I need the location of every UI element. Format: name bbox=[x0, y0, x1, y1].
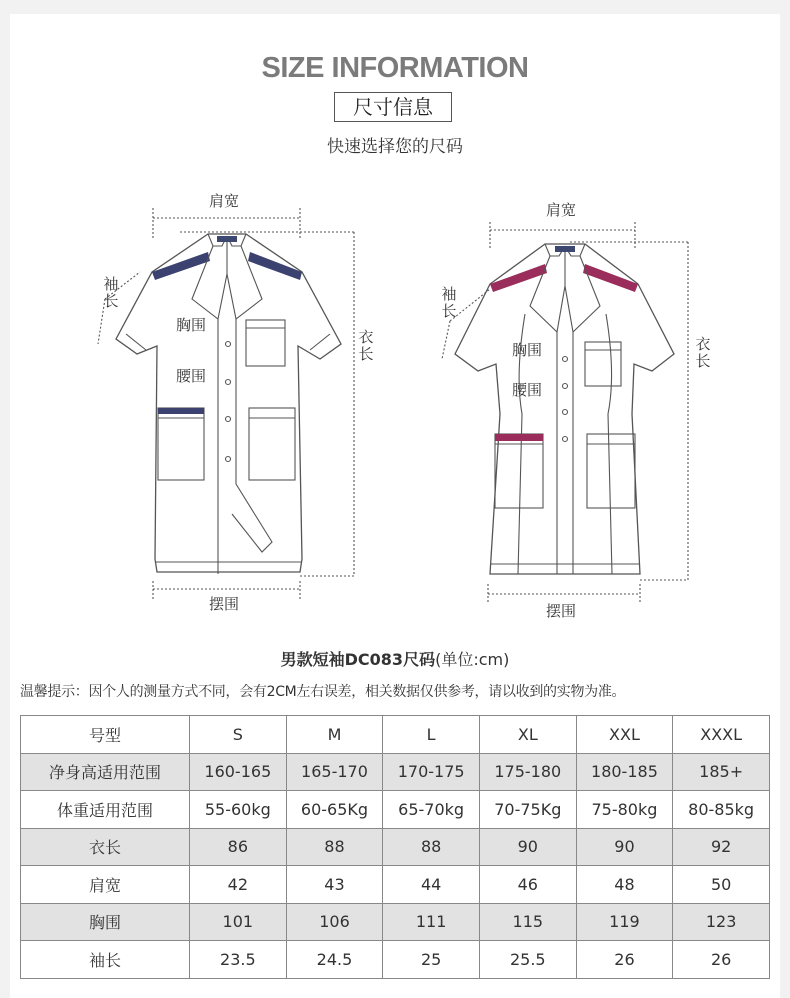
table-cell: 185+ bbox=[673, 753, 770, 791]
table-cell: 90 bbox=[576, 828, 673, 866]
women-shoulder-label: 肩宽 bbox=[546, 201, 577, 219]
men-shoulder-label: 肩宽 bbox=[209, 192, 240, 210]
men-coat-drawing bbox=[98, 208, 354, 599]
women-chest-label: 胸围 bbox=[512, 341, 543, 359]
table-cell: 48 bbox=[576, 866, 673, 904]
men-sleeve-label: 袖长 bbox=[103, 275, 119, 310]
size-header-cell: XL bbox=[479, 716, 576, 754]
table-cell: 106 bbox=[286, 903, 383, 941]
table-cell: 75-80kg bbox=[576, 791, 673, 829]
size-header-cell: XXL bbox=[576, 716, 673, 754]
table-cell: 111 bbox=[383, 903, 480, 941]
table-cell: 25 bbox=[383, 941, 480, 979]
table-cell: 23.5 bbox=[190, 941, 287, 979]
table-cell: 43 bbox=[286, 866, 383, 904]
header-label-cell: 号型 bbox=[21, 716, 190, 754]
table-row bbox=[21, 753, 770, 791]
row-label-cell: 胸围 bbox=[21, 903, 190, 941]
table-cell: 60-65Kg bbox=[286, 791, 383, 829]
measurement-tip: 温馨提示：因个人的测量方式不同，会有2CM左右误差，相关数据仅供参考，请以收到的实物为准。 bbox=[20, 684, 626, 700]
row-label-cell: 衣长 bbox=[21, 828, 190, 866]
women-length-label: 衣长 bbox=[695, 335, 711, 370]
size-table bbox=[20, 715, 770, 979]
table-cell: 24.5 bbox=[286, 941, 383, 979]
table-cell: 180-185 bbox=[576, 753, 673, 791]
men-length-label: 衣长 bbox=[358, 328, 374, 363]
table-header-row bbox=[21, 716, 770, 754]
table-cell: 92 bbox=[673, 828, 770, 866]
table-cell: 25.5 bbox=[479, 941, 576, 979]
table-cell: 88 bbox=[286, 828, 383, 866]
size-header-cell: S bbox=[190, 716, 287, 754]
table-cell: 86 bbox=[190, 828, 287, 866]
size-header-cell: XXXL bbox=[673, 716, 770, 754]
table-row bbox=[21, 903, 770, 941]
subtitle: 快速选择您的尺码 bbox=[327, 137, 463, 157]
table-cell: 165-170 bbox=[286, 753, 383, 791]
women-coat-drawing bbox=[442, 222, 688, 604]
size-info-card bbox=[10, 14, 780, 998]
table-cell: 80-85kg bbox=[673, 791, 770, 829]
garment-diagram bbox=[10, 14, 780, 634]
table-row bbox=[21, 828, 770, 866]
row-label-cell: 体重适用范围 bbox=[21, 791, 190, 829]
table-cell: 160-165 bbox=[190, 753, 287, 791]
table-row bbox=[21, 941, 770, 979]
men-hem-label: 摆围 bbox=[209, 595, 240, 613]
table-cell: 26 bbox=[673, 941, 770, 979]
size-chart-name: 男款短袖DC083尺码 bbox=[280, 650, 436, 669]
size-chart-unit: (单位:cm) bbox=[435, 650, 510, 669]
table-row bbox=[21, 866, 770, 904]
title-chinese: 尺寸信息 bbox=[334, 92, 452, 122]
row-label-cell: 袖长 bbox=[21, 941, 190, 979]
row-label-cell: 肩宽 bbox=[21, 866, 190, 904]
table-cell: 175-180 bbox=[479, 753, 576, 791]
row-label-cell: 净身高适用范围 bbox=[21, 753, 190, 791]
table-cell: 101 bbox=[190, 903, 287, 941]
size-chart-title bbox=[10, 647, 780, 670]
table-cell: 170-175 bbox=[383, 753, 480, 791]
table-cell: 42 bbox=[190, 866, 287, 904]
table-cell: 88 bbox=[383, 828, 480, 866]
women-waist-label: 腰围 bbox=[512, 381, 543, 399]
size-header-cell: L bbox=[383, 716, 480, 754]
table-cell: 70-75Kg bbox=[479, 791, 576, 829]
title-english: SIZE INFORMATION bbox=[261, 52, 529, 84]
table-cell: 119 bbox=[576, 903, 673, 941]
table-cell: 44 bbox=[383, 866, 480, 904]
table-cell: 90 bbox=[479, 828, 576, 866]
table-cell: 65-70kg bbox=[383, 791, 480, 829]
table-cell: 46 bbox=[479, 866, 576, 904]
women-sleeve-label: 袖长 bbox=[441, 285, 457, 320]
table-cell: 55-60kg bbox=[190, 791, 287, 829]
table-cell: 115 bbox=[479, 903, 576, 941]
table-cell: 26 bbox=[576, 941, 673, 979]
table-row bbox=[21, 791, 770, 829]
size-header-cell: M bbox=[286, 716, 383, 754]
table-cell: 123 bbox=[673, 903, 770, 941]
men-waist-label: 腰围 bbox=[176, 367, 207, 385]
table-cell: 50 bbox=[673, 866, 770, 904]
women-hem-label: 摆围 bbox=[546, 602, 577, 620]
men-chest-label: 胸围 bbox=[176, 316, 207, 334]
